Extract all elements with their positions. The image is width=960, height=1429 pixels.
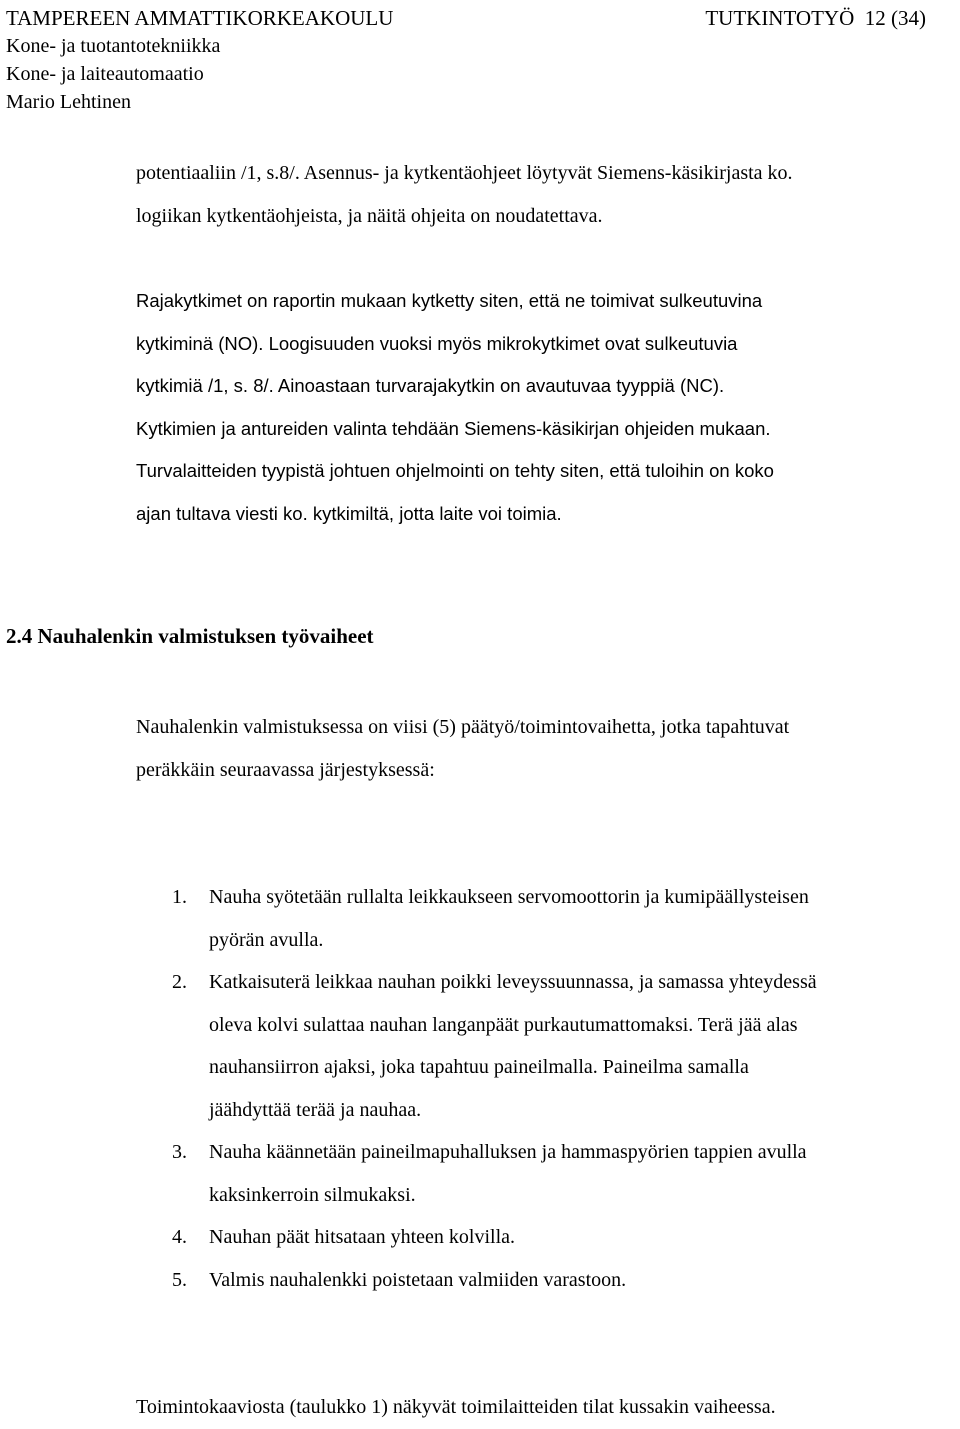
list-line: Katkaisuterä leikkaa nauhan poikki leveyssuunnassa, ja samassa yhteydessä bbox=[209, 971, 817, 993]
list-item bbox=[172, 1131, 960, 1216]
list-line: Nauha syötetään rullalta leikkaukseen servomoottorin ja kumipäällysteisen bbox=[209, 886, 809, 908]
list-item bbox=[172, 961, 960, 1131]
paragraph-4 bbox=[136, 1386, 936, 1429]
list-line: Nauha käännetään paineilmapuhalluksen ja hammaspyörien tappien avulla bbox=[209, 1141, 807, 1163]
list-item bbox=[172, 876, 960, 961]
list-number: 3. bbox=[172, 1141, 187, 1163]
section-heading: 2.4 Nauhalenkin valmistuksen työvaiheet bbox=[6, 624, 374, 648]
paragraph-line: logiikan kytkentäohjeista, ja näitä ohjeita on noudatettava. bbox=[136, 204, 603, 227]
list-number: 2. bbox=[172, 971, 187, 993]
list-line: Valmis nauhalenkki poistetaan valmiiden varastoon. bbox=[209, 1268, 627, 1291]
list-item bbox=[172, 1259, 960, 1302]
list-item bbox=[172, 1216, 960, 1259]
list-line: jäähdyttää terää ja nauhaa. bbox=[209, 1098, 422, 1121]
author-name: Mario Lehtinen bbox=[6, 91, 131, 113]
page-header bbox=[6, 4, 946, 116]
paragraph-line: Rajakytkimet on raportin mukaan kytketty siten, että ne toimivat sulkeutuvina bbox=[136, 290, 763, 311]
paragraph-line: kytkiminä (NO). Loogisuuden vuoksi myös mikrokytkimet ovat sulkeutuvia bbox=[136, 332, 738, 354]
list-line: kaksinkerroin silmukaksi. bbox=[209, 1183, 416, 1206]
list-number: 5. bbox=[172, 1268, 187, 1291]
paragraph-line: kytkimiä /1, s. 8/. Ainoastaan turvarajakytkin on avautuvaa tyyppiä (NC). bbox=[136, 375, 725, 396]
paragraph-line: Toimintokaaviosta (taulukko 1) näkyvät toimilaitteiden tilat kussakin vaiheessa. bbox=[136, 1396, 776, 1418]
list-line: Nauhan päät hitsataan yhteen kolvilla. bbox=[209, 1226, 516, 1248]
list-line: nauhansiirron ajaksi, joka tapahtuu paineilmalla. Paineilma samalla bbox=[209, 1056, 749, 1078]
paragraph-line: Turvalaitteiden tyypistä johtuen ohjelmointi on tehty siten, että tuloihin on koko bbox=[136, 460, 774, 481]
paragraph-line: Nauhalenkin valmistuksessa on viisi (5) päätyö/toimintovaihetta, jotka tapahtuvat bbox=[136, 716, 790, 738]
steps-list bbox=[172, 876, 960, 1301]
doc-type: TUTKINTOTYÖ bbox=[705, 6, 855, 30]
institution-name: TAMPEREEN AMMATTIKORKEAKOULU bbox=[6, 6, 394, 30]
list-number: 4. bbox=[172, 1226, 187, 1248]
paragraph-line: Kytkimien ja antureiden valinta tehdään Siemens-käsikirjan ohjeiden mukaan. bbox=[136, 417, 771, 439]
paragraph-3 bbox=[136, 706, 936, 791]
page-number: 12 (34) bbox=[864, 6, 926, 30]
header-top-row bbox=[6, 4, 946, 32]
paragraph-2 bbox=[136, 280, 936, 535]
paragraph-line: ajan tultava viesti ko. kytkimiltä, jotta laite voi toimia. bbox=[136, 502, 562, 524]
program-name: Kone- ja laiteautomaatio bbox=[6, 63, 204, 85]
department-name: Kone- ja tuotantotekniikka bbox=[6, 35, 221, 57]
list-line: oleva kolvi sulattaa nauhan langanpäät purkautumattomaksi. Terä jää alas bbox=[209, 1013, 798, 1036]
list-line: pyörän avulla. bbox=[209, 928, 324, 951]
doc-type-page bbox=[705, 4, 946, 32]
paragraph-line: potentiaaliin /1, s.8/. Asennus- ja kytkentäohjeet löytyvät Siemens-käsikirjasta ko. bbox=[136, 162, 793, 184]
paragraph-line: peräkkäin seuraavassa järjestyksessä: bbox=[136, 758, 435, 781]
paragraph-1 bbox=[136, 152, 936, 237]
list-number: 1. bbox=[172, 886, 187, 908]
